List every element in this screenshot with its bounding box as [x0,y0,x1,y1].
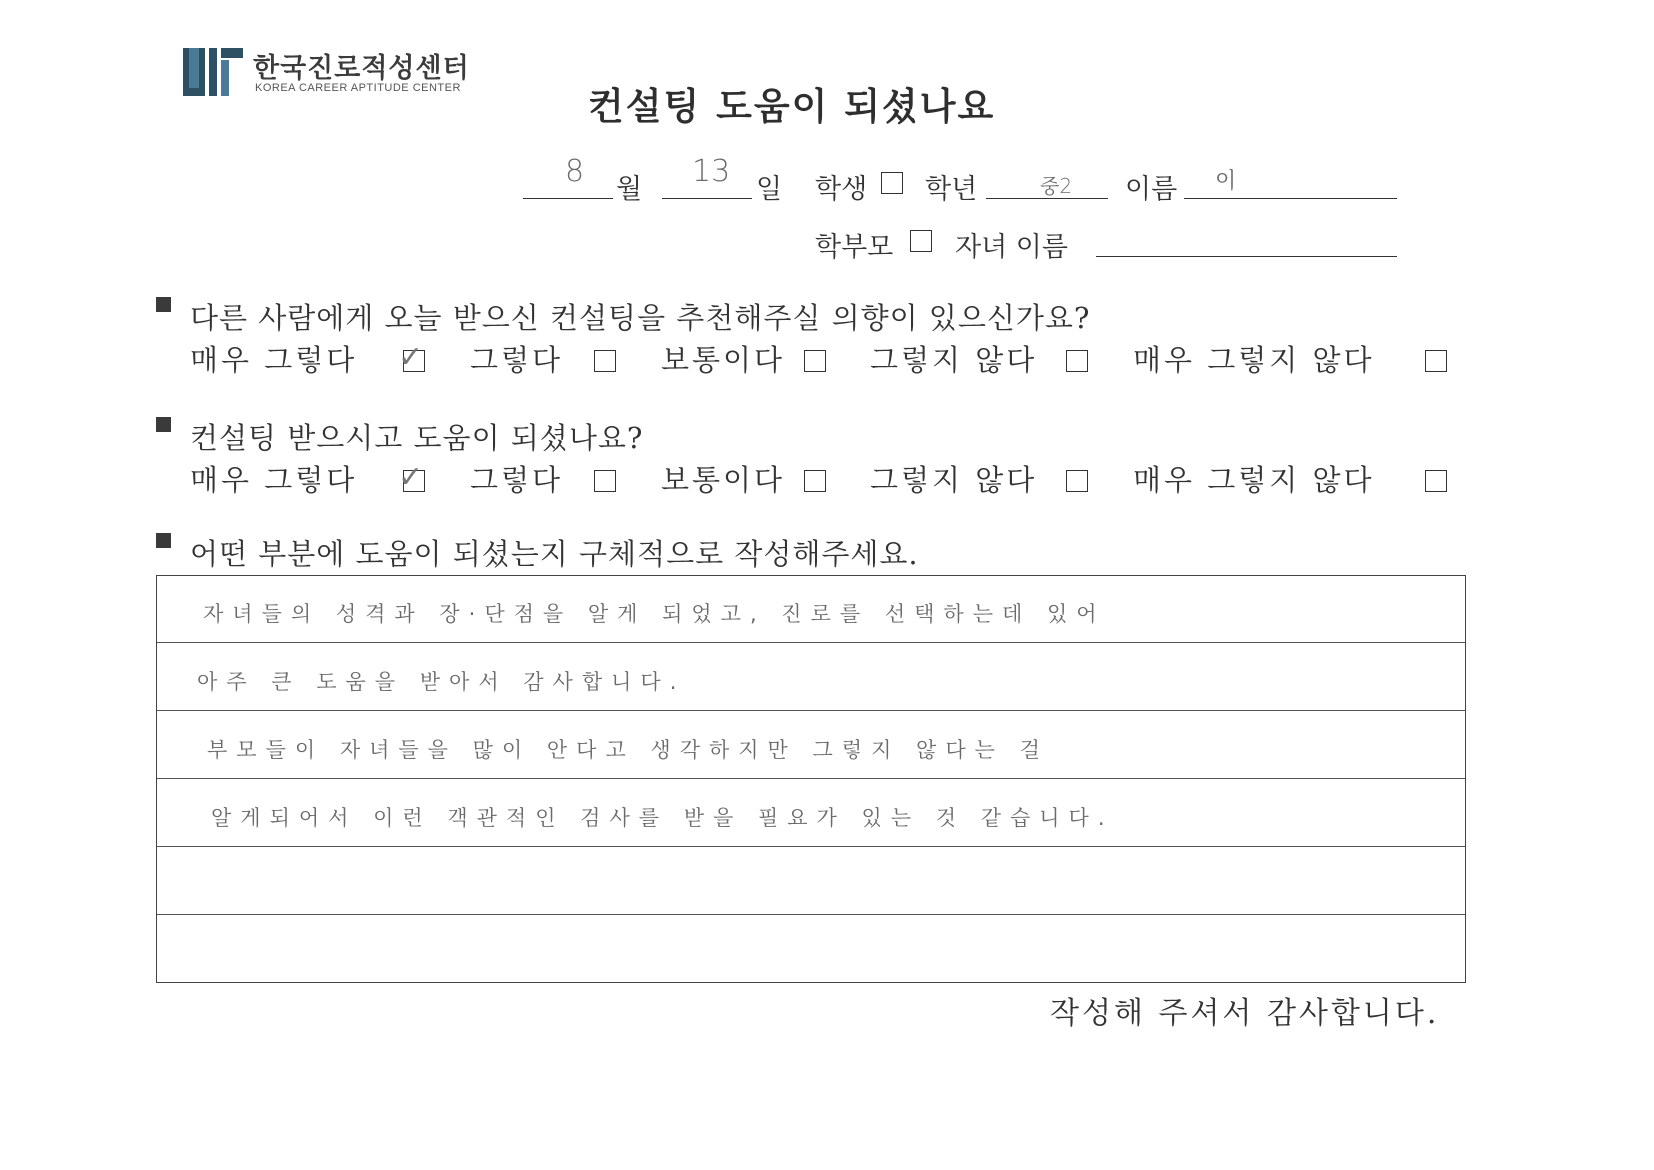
comment-line-2: 아주 큰 도움을 받아서 감사합니다. [197,670,686,694]
day-underline [662,198,752,199]
comment-row-divider [157,914,1465,915]
month-label: 월 [616,174,643,205]
logo-name-en: KOREA CAREER APTITUDE CENTER [255,82,461,94]
parent-checkbox[interactable] [910,230,932,252]
q2-option-very-agree: 매우 그렇다 [190,463,358,497]
student-label: 학생 [815,174,868,205]
q1-checkbox-agree[interactable] [594,350,616,372]
q1-option-neutral: 보통이다 [661,343,786,377]
comment-row-divider [157,642,1465,643]
comment-row-divider [157,778,1465,779]
q1-option-agree: 그렇다 [470,343,564,377]
day-value[interactable]: 13 [692,154,731,189]
q1-checkmark: ✓ [398,340,424,375]
question-1-bullet [156,297,171,312]
question-1-text: 다른 사람에게 오늘 받으신 컨설팅을 추천해주실 의향이 있으신가요? [190,301,1091,335]
q2-option-very-disagree: 매우 그렇지 않다 [1133,463,1375,497]
month-value[interactable]: 8 [565,154,585,189]
q2-option-neutral: 보통이다 [661,463,786,497]
page-title: 컨설팅 도움이 되셨나요 [588,85,996,128]
parent-label: 학부모 [815,232,894,263]
grade-value[interactable]: 중2 [1040,174,1073,198]
q2-checkbox-disagree[interactable] [1066,470,1088,492]
question-2-bullet [156,417,171,432]
q2-checkbox-neutral[interactable] [804,470,826,492]
comment-box[interactable] [156,575,1466,983]
grade-label: 학년 [925,174,978,205]
child-name-label: 자녀 이름 [955,232,1068,263]
day-label: 일 [756,174,783,205]
q2-option-agree: 그렇다 [470,463,564,497]
q1-checkbox-very-disagree[interactable] [1425,350,1447,372]
comment-row-divider [157,846,1465,847]
q2-option-disagree: 그렇지 않다 [870,463,1038,497]
q1-option-very-disagree: 매우 그렇지 않다 [1133,343,1375,377]
q2-checkbox-agree[interactable] [594,470,616,492]
comment-line-1: 자녀들의 성격과 장·단점을 알게 되었고, 진로를 선택하는데 있어 [203,602,1106,626]
q2-checkmark: ✓ [398,460,424,495]
comment-row-divider [157,710,1465,711]
logo-name-ko: 한국진로적성센터 [253,53,470,84]
name-value[interactable]: 이 [1215,169,1237,194]
comment-line-3: 부모들이 자녀들을 많이 안다고 생각하지만 그렇지 않다는 걸 [207,738,1049,762]
question-3-text: 어떤 부분에 도움이 되셨는지 구체적으로 작성해주세요. [190,537,919,571]
q2-checkbox-very-disagree[interactable] [1425,470,1447,492]
q1-option-disagree: 그렇지 않다 [870,343,1038,377]
name-underline [1184,198,1397,199]
q1-option-very-agree: 매우 그렇다 [190,343,358,377]
logo-mark-icon [183,46,243,98]
child-name-underline[interactable] [1096,256,1397,257]
name-label: 이름 [1125,174,1178,205]
q1-checkbox-neutral[interactable] [804,350,826,372]
question-3-bullet [156,533,171,548]
closing-text: 작성해 주셔서 감사합니다. [1050,996,1440,1031]
question-2-text: 컨설팅 받으시고 도움이 되셨나요? [190,421,644,455]
comment-line-4: 알게되어서 이런 객관적인 검사를 받을 필요가 있는 것 같습니다. [211,806,1114,830]
q1-checkbox-disagree[interactable] [1066,350,1088,372]
month-underline [523,198,613,199]
center-logo [183,46,483,102]
student-checkbox[interactable] [881,172,903,194]
